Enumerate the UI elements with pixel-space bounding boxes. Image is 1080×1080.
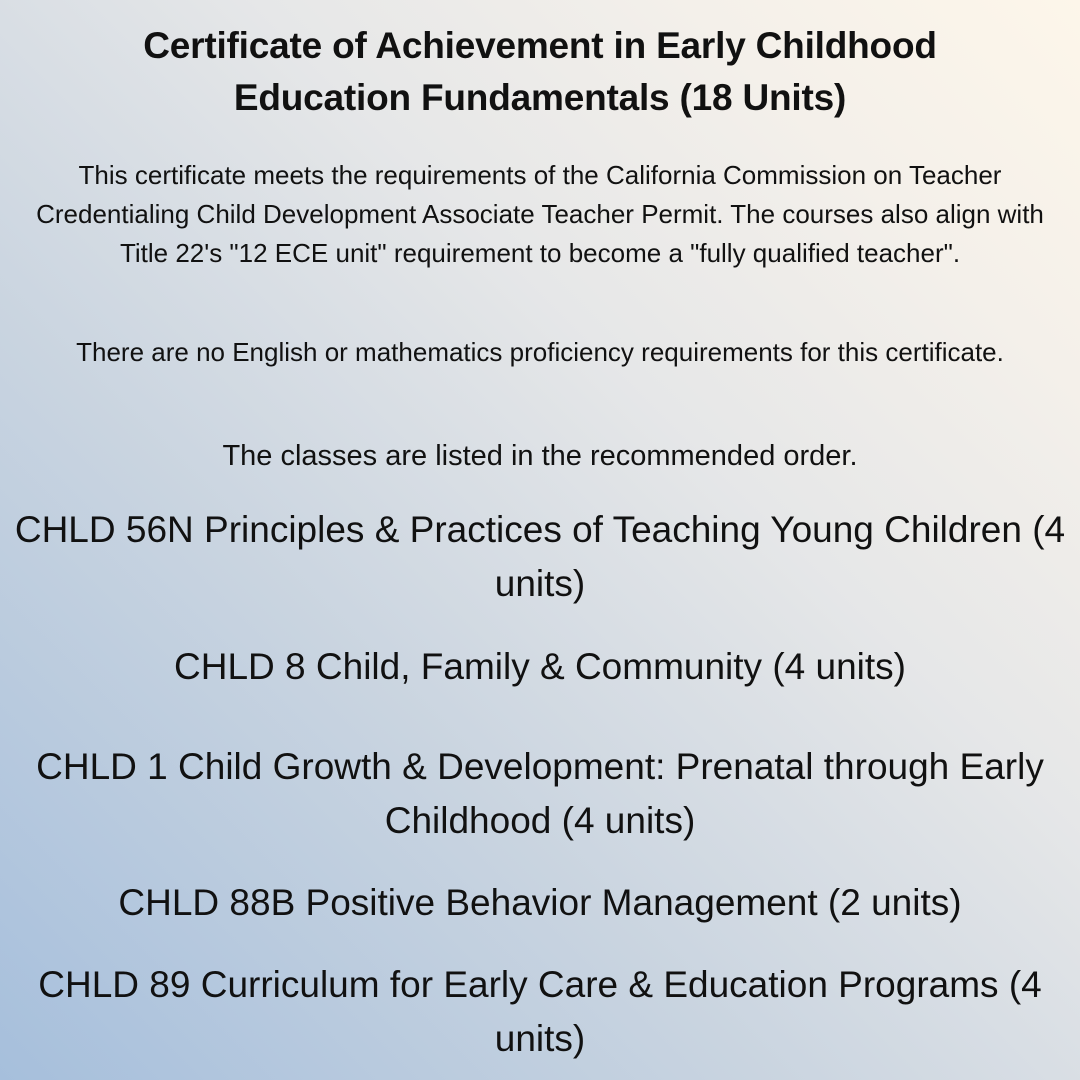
course-item-chld-89: CHLD 89 Curriculum for Early Care & Education Programs (4 units) <box>38 964 1042 1059</box>
course-item-chld-56n: CHLD 56N Principles & Practices of Teaching Young Children (4 units) <box>14 509 1066 604</box>
title-line-2: Education Fundamentals (18 Units) <box>233 77 847 118</box>
intro-paragraph-requirements: This certificate meets the requirements of the California Commission on Teacher Credentialing Child Development Associate Teacher Permit. The courses also align with Title 22's "12 ECE unit" requirement to become a "fully qualified teacher". <box>36 160 1044 268</box>
title-line-1: Certificate of Achievement in Early Childhood <box>143 25 937 66</box>
certificate-title <box>0 20 1080 124</box>
course-item-chld-8: CHLD 8 Child, Family & Community (4 units) <box>174 646 906 687</box>
course-item-chld-88b: CHLD 88B Positive Behavior Management (2 units) <box>118 882 962 923</box>
intro-paragraph-proficiency: There are no English or mathematics proficiency requirements for this certificate. <box>76 337 1004 367</box>
intro-paragraph-order: The classes are listed in the recommended order. <box>222 440 858 472</box>
course-item-chld-1: CHLD 1 Child Growth & Development: Prenatal through Early Childhood (4 units) <box>36 746 1044 841</box>
